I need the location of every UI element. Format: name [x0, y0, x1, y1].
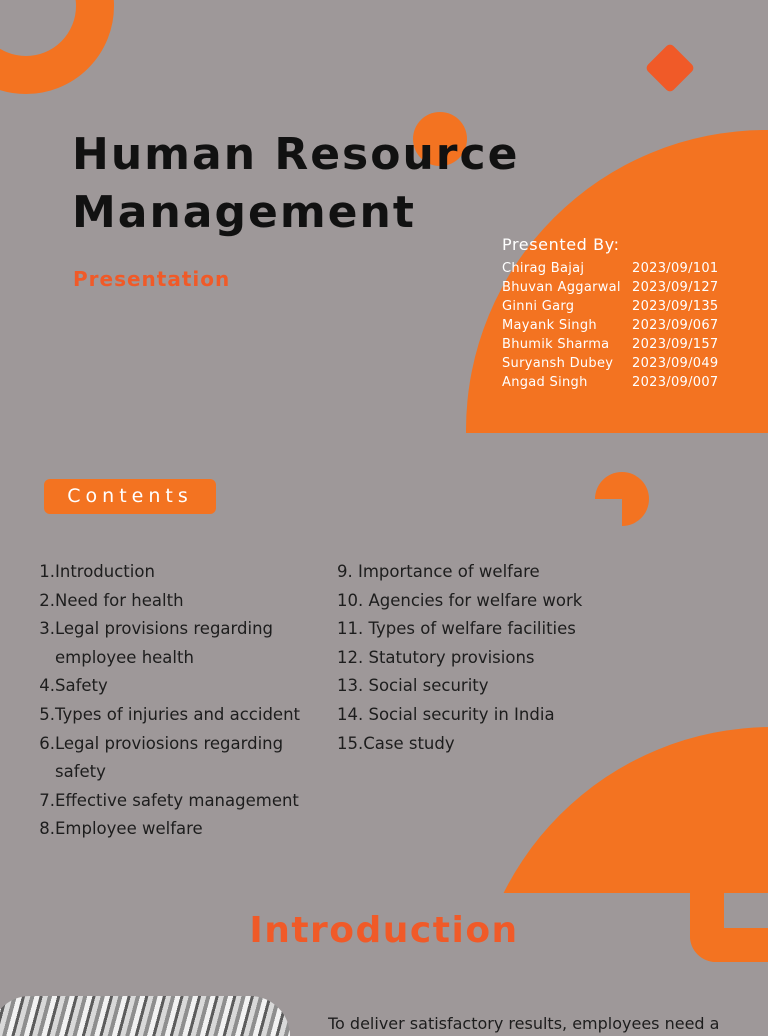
- page-subtitle: Presentation: [73, 267, 231, 291]
- contents-item: 15.Case study: [337, 733, 455, 753]
- contents-item: [37, 701, 327, 730]
- contents-item: 12. Statutory provisions: [337, 647, 535, 667]
- contents-item: [37, 615, 327, 672]
- contents-item: 10. Agencies for welfare work: [337, 590, 583, 610]
- presenter-name: Mayank Singh: [502, 318, 597, 333]
- contents-item-number: 2.: [39, 590, 55, 610]
- contents-item: 9. Importance of welfare: [337, 562, 540, 581]
- contents-item-number: 7.: [39, 790, 55, 810]
- contents-item: [37, 787, 327, 816]
- presenter-name: Chirag Bajaj: [502, 261, 585, 276]
- contents-item-text: Legal proviosions regarding safety: [55, 733, 284, 782]
- contents-item-text: Need for health: [55, 590, 184, 610]
- contents-item-number: 5.: [39, 704, 55, 724]
- presenter-name: Bhuvan Aggarwal: [502, 280, 621, 295]
- presenter-id: 2023/09/049: [632, 356, 719, 371]
- contents-item: [37, 587, 327, 616]
- presenter-id: 2023/09/101: [632, 261, 719, 276]
- presenter-id: 2023/09/067: [632, 318, 719, 333]
- presenters-list: [502, 259, 719, 392]
- contents-item-number: 4.: [39, 676, 55, 696]
- presenter-id: 2023/09/157: [632, 337, 719, 352]
- contents-item: [37, 815, 327, 844]
- presenter-name: Angad Singh: [502, 375, 588, 390]
- presenter-id: 2023/09/135: [632, 299, 719, 314]
- presenter-id: 2023/09/007: [632, 375, 719, 390]
- presenter-row: [502, 335, 719, 354]
- contents-list-right: [337, 558, 627, 758]
- contents-item-number: 3.: [39, 619, 55, 639]
- contents-item-number: 6.: [39, 733, 55, 753]
- contents-item: [37, 672, 327, 701]
- introduction-text: To deliver satisfactory results, employees need a: [328, 1014, 720, 1033]
- presenter-row: [502, 316, 719, 335]
- contents-item-number: 1.: [39, 562, 55, 581]
- presenter-row: [502, 373, 719, 392]
- contents-item-text: Employee welfare: [55, 819, 203, 839]
- orange-quarter-circle-decoration: [595, 472, 649, 526]
- presenter-row: [502, 297, 719, 316]
- presenter-name: Suryansh Dubey: [502, 356, 614, 371]
- introduction-heading: Introduction: [249, 910, 519, 951]
- presenter-name: Bhumik Sharma: [502, 337, 610, 352]
- contents-item: 13. Social security: [337, 676, 489, 696]
- contents-item-text: Safety: [55, 676, 108, 696]
- contents-item: 14. Social security in India: [337, 704, 555, 724]
- page-title: Human Resource Management: [72, 129, 520, 238]
- orange-ring-decoration: [0, 0, 114, 94]
- introduction-photo: [0, 996, 290, 1036]
- contents-item: 11. Types of welfare facilities: [337, 619, 576, 639]
- contents-item: [37, 730, 327, 787]
- contents-item-text: Introduction: [55, 562, 155, 581]
- presenter-id: 2023/09/127: [632, 280, 719, 295]
- contents-badge: Contents: [44, 479, 216, 514]
- orange-diamond-decoration: [645, 43, 696, 94]
- presenters-heading: Presented By:: [502, 235, 620, 254]
- contents-item-number: 8.: [39, 819, 55, 839]
- contents-item-text: Types of injuries and accident: [55, 704, 301, 724]
- contents-item-text: Effective safety management: [55, 790, 299, 810]
- contents-list-left: [37, 558, 327, 844]
- contents-item: [37, 558, 327, 587]
- presenter-row: [502, 278, 719, 297]
- presenter-name: Ginni Garg: [502, 299, 575, 314]
- presenter-row: [502, 354, 719, 373]
- presenter-row: [502, 259, 719, 278]
- contents-item-text: Legal provisions regarding employee health: [55, 619, 274, 667]
